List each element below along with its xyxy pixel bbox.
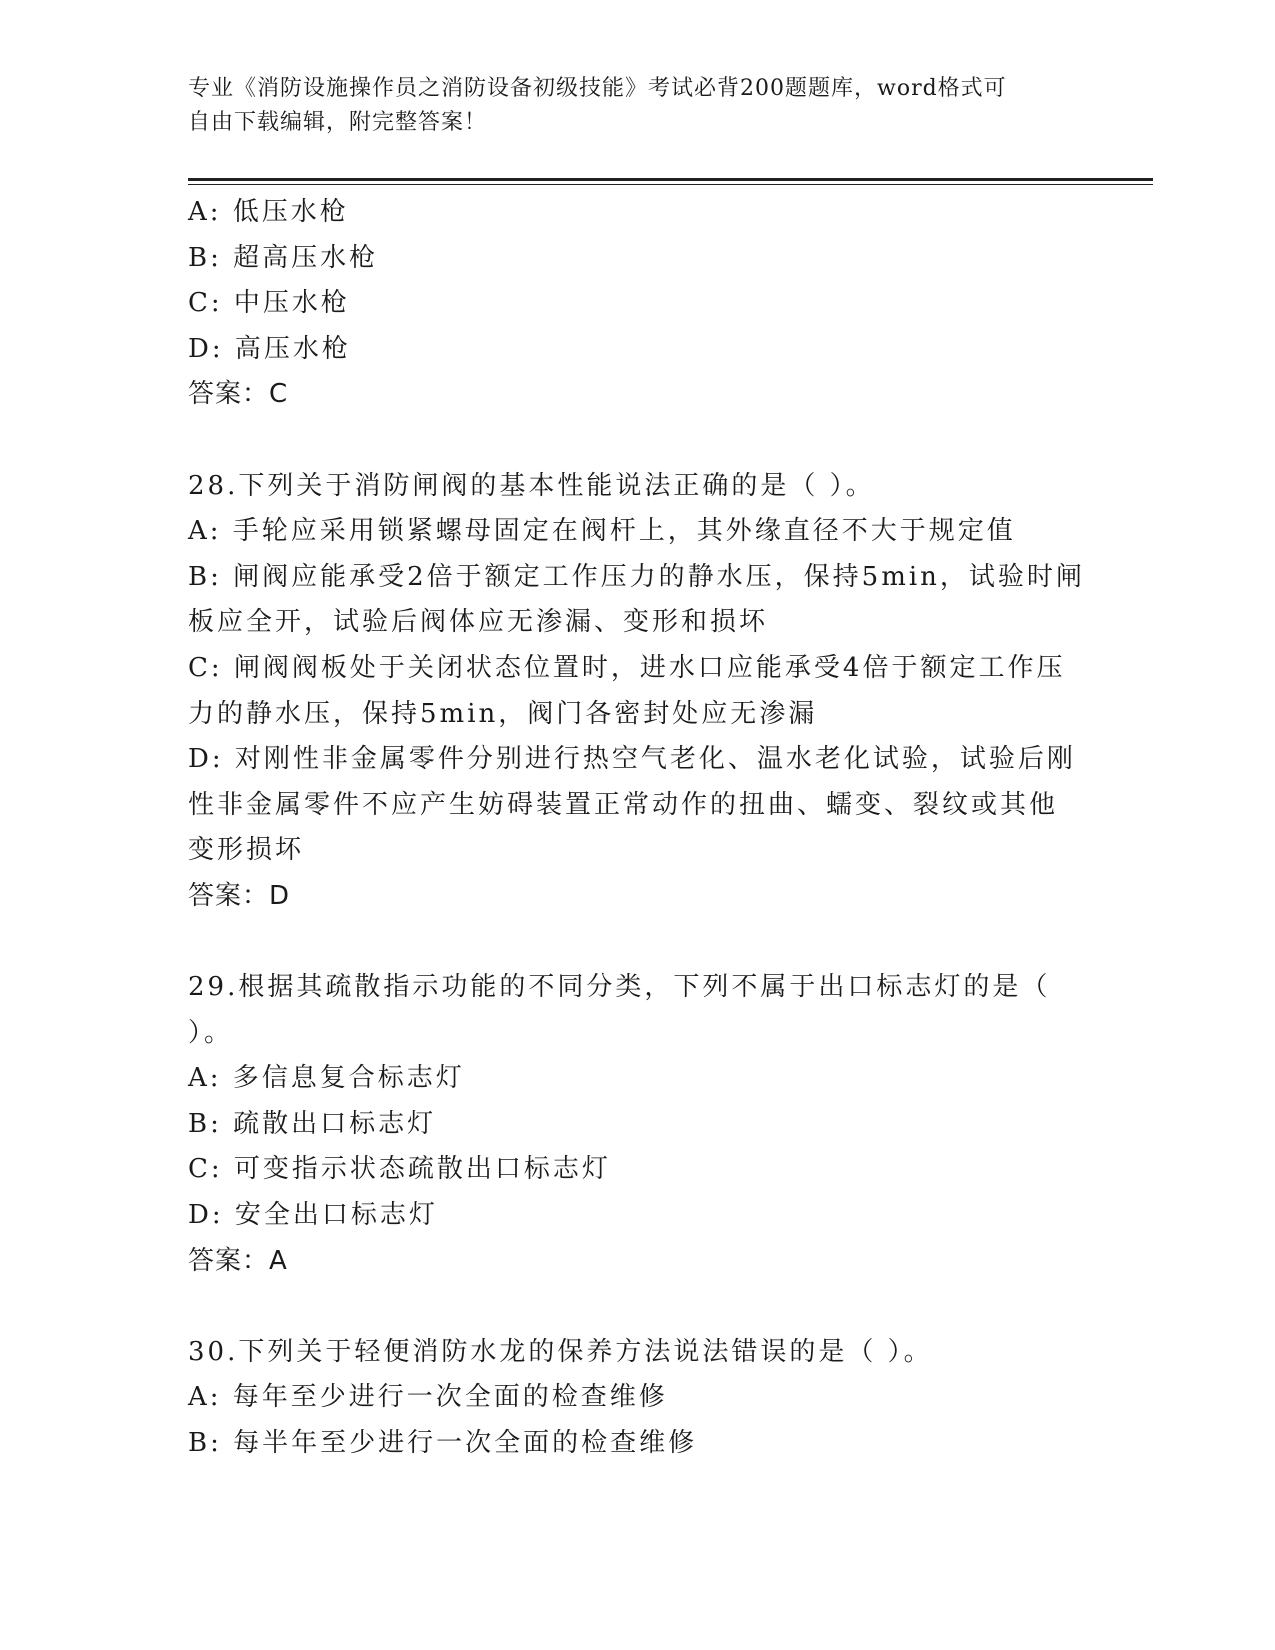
q29-question-text-line-2: ）。 bbox=[188, 1017, 234, 1048]
q27-option-d: D: 高压水枪 bbox=[188, 333, 351, 364]
q29-option-d: D: 安全出口标志灯 bbox=[188, 1200, 438, 1231]
q28-question-text: 28.下列关于消防闸阀的基本性能说法正确的是（ ）。 bbox=[188, 470, 875, 501]
q27-answer: 答案：C bbox=[188, 379, 289, 410]
q28-option-c-line-1: C: 闸阀阀板处于关闭状态位置时，进水口应能承受4倍于额定工作压 bbox=[188, 652, 1066, 683]
header-divider-thick bbox=[188, 178, 1153, 181]
spacer bbox=[188, 920, 1088, 966]
q28-option-a: A: 手轮应采用锁紧螺母固定在阀杆上，其外缘直径不大于规定值 bbox=[188, 516, 1016, 547]
spacer bbox=[188, 1284, 1088, 1330]
q28-option-d-line-1: D: 对刚性非金属零件分别进行热空气老化、温水老化试验，试验后刚 bbox=[188, 744, 1076, 775]
q30-question-text: 30.下列关于轻便消防水龙的保养方法说法错误的是（ ）。 bbox=[188, 1336, 933, 1367]
question-list bbox=[188, 190, 1088, 1467]
q28-option-b-line-1: B: 闸阀应能承受2倍于额定工作压力的静水压，保持5min，试验时闸 bbox=[188, 561, 1085, 592]
q29-option-c: C: 可变指示状态疏散出口标志灯 bbox=[188, 1154, 611, 1185]
question-28 bbox=[188, 464, 1088, 920]
q28-option-d-line-3: 变形损坏 bbox=[188, 835, 305, 866]
q29-answer: 答案：A bbox=[188, 1245, 288, 1276]
q28-option-d-line-2: 性非金属零件不应产生妨碍装置正常动作的扭曲、蠕变、裂纹或其他 bbox=[188, 789, 1059, 820]
question-27-options bbox=[188, 190, 1088, 418]
q28-answer: 答案：D bbox=[188, 880, 291, 911]
document-header bbox=[188, 72, 1068, 140]
q30-option-a: A: 每年至少进行一次全面的检查维修 bbox=[188, 1382, 668, 1413]
header-title-line-1: 专业《消防设施操作员之消防设备初级技能》考试必背200题题库，word格式可 bbox=[188, 76, 1007, 101]
q30-option-b: B: 每半年至少进行一次全面的检查维修 bbox=[188, 1428, 698, 1459]
question-29 bbox=[188, 965, 1088, 1284]
spacer bbox=[188, 418, 1088, 464]
question-30 bbox=[188, 1330, 1088, 1467]
q28-option-b-line-2: 板应全开，试验后阀体应无渗漏、变形和损坏 bbox=[188, 607, 769, 638]
q27-option-b: B: 超高压水枪 bbox=[188, 242, 379, 273]
q29-option-a: A: 多信息复合标志灯 bbox=[188, 1063, 465, 1094]
q27-option-c: C: 中压水枪 bbox=[188, 288, 350, 319]
q28-option-c-line-2: 力的静水压，保持5min，阀门各密封处应无渗漏 bbox=[188, 698, 818, 729]
q29-option-b: B: 疏散出口标志灯 bbox=[188, 1108, 437, 1139]
q29-question-text-line-1: 29.根据其疏散指示功能的不同分类，下列不属于出口标志灯的是（ bbox=[188, 972, 1051, 1003]
q27-option-a: A: 低压水枪 bbox=[188, 197, 349, 227]
header-title-line-2: 自由下载编辑，附完整答案！ bbox=[188, 110, 488, 135]
header-divider-thin bbox=[188, 184, 1153, 185]
